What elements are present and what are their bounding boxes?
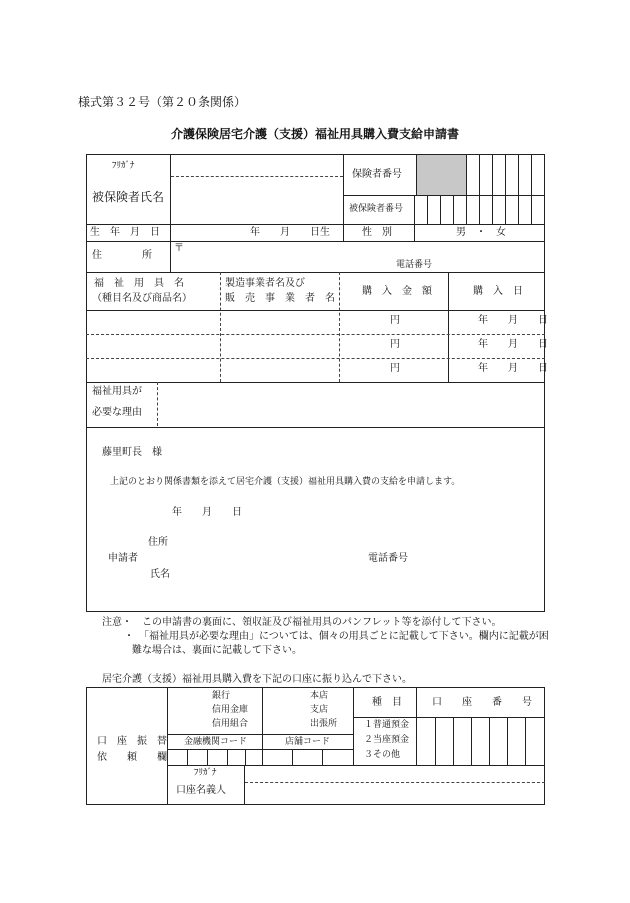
address-label: 住 所 (92, 250, 152, 261)
reason-field[interactable] (159, 384, 542, 424)
row3-maker-field[interactable] (222, 360, 337, 380)
row3-equipment-field[interactable] (88, 360, 218, 380)
bank-label-2: 依 頼 欄 (97, 752, 167, 763)
row2-yen: 円 (390, 339, 400, 350)
holder-furigana-label: ﾌﾘｶﾞﾅ (194, 768, 217, 778)
col-amount: 購 入 金 額 (362, 286, 432, 297)
phone-label: 電話番号 (396, 260, 433, 270)
insured-name-field[interactable] (171, 178, 341, 222)
branch-type-1: 本店 (310, 691, 329, 701)
insurer-number-label: 保険者番号 (352, 169, 402, 180)
applicant-name-field[interactable] (175, 564, 355, 580)
gender-label: 性 別 (362, 227, 392, 238)
row2-date[interactable]: 年 月 日 (478, 339, 548, 350)
branch-type-3: 出張所 (310, 719, 338, 729)
postal-mark: 〒 (174, 243, 184, 254)
bank-label-1: 口 座 振 替 (97, 736, 167, 747)
bank-name-field[interactable] (169, 690, 209, 732)
account-number-label: 口 座 番 号 (432, 697, 532, 708)
insured-number-label: 被保険者番号 (349, 204, 404, 214)
col-date: 購 入 日 (473, 286, 523, 297)
account-type-3[interactable]: ３その他 (364, 750, 401, 760)
row1-yen: 円 (390, 315, 400, 326)
applicant-address-field[interactable] (175, 532, 355, 548)
account-type-1[interactable]: １普通預金 (364, 720, 410, 730)
row3-date[interactable]: 年 月 日 (478, 363, 548, 374)
row2-equipment-field[interactable] (88, 336, 218, 356)
branch-type-2: 支店 (310, 705, 329, 715)
note-2-line1: ・ 「福祉用具が必要な理由」については、個々の用具ごとに記載して下さい。欄内に記載が困 (124, 631, 549, 642)
col-maker-1: 製造事業者名及び (225, 278, 305, 289)
furigana-label: ﾌﾘｶﾞﾅ (112, 161, 135, 171)
reason-label-1: 福祉用具が (92, 386, 142, 397)
col-equipment-1: 福 祉 用 具 名 (94, 278, 184, 289)
form-title: 介護保険居宅介護（支援）福祉用具購入費支給申請書 (170, 127, 459, 141)
bank-type-1: 銀行 (212, 691, 231, 701)
bank-type-3: 信用組合 (212, 719, 249, 729)
declaration-date[interactable]: 年 月 日 (172, 507, 242, 518)
account-number-field[interactable] (418, 719, 543, 763)
applicant-label: 申請者 (108, 553, 138, 564)
bank-intro: 居宅介護（支援）福祉用具購入費を下記の口座に振り込んで下さい。 (102, 674, 412, 685)
row3-amount-field[interactable] (341, 360, 386, 380)
gender-options[interactable]: 男 ・ 女 (456, 227, 506, 238)
note-1: 注意・ この申請書の裏面に、領収証及び福祉用具のパンフレット等を添付して下さい。 (102, 617, 502, 628)
branch-code-label: 店舗コード (285, 737, 331, 747)
bank-code-label: 金融機関コード (184, 737, 248, 747)
row1-maker-field[interactable] (222, 312, 337, 332)
holder-label: 口座名義人 (176, 785, 226, 796)
row1-amount-field[interactable] (341, 312, 386, 332)
insured-name-label: 被保険者氏名 (92, 190, 165, 204)
reason-label-2: 必要な理由 (92, 407, 142, 418)
insurer-number-field[interactable] (467, 157, 543, 193)
branch-name-field[interactable] (264, 690, 308, 732)
row3-yen: 円 (390, 363, 400, 374)
birthdate-label: 生 年 月 日 (90, 227, 160, 238)
form-number: 様式第３２号（第２０条関係） (78, 95, 247, 109)
holder-name-field[interactable] (246, 784, 542, 803)
insurer-number-shaded (416, 155, 466, 195)
col-equipment-2: （種目名及び商品名） (92, 293, 192, 304)
row2-amount-field[interactable] (341, 336, 386, 356)
col-maker-2: 販 売 事 業 者 名 (225, 293, 335, 304)
row2-maker-field[interactable] (222, 336, 337, 356)
birthdate-format[interactable]: 年 月 日生 (250, 227, 330, 238)
applicant-name-label: 氏名 (150, 569, 170, 580)
declaration-statement: 上記のとおり関係書類を添えて居宅介護（支援）福祉用具購入費の支給を申請します。 (110, 477, 461, 487)
bank-type-2: 信用金庫 (212, 705, 249, 715)
addressee: 藤里町長 様 (102, 447, 162, 458)
insured-number-field[interactable] (415, 197, 543, 223)
address-field[interactable] (186, 243, 541, 270)
note-2-line2: 難な場合は、裏面に記載して下さい。 (132, 645, 302, 656)
row1-date[interactable]: 年 月 日 (478, 315, 548, 326)
applicant-address-label: 住所 (148, 537, 168, 548)
row1-equipment-field[interactable] (88, 312, 218, 332)
applicant-phone-label: 電話番号 (368, 553, 408, 564)
account-type-label: 種 目 (372, 697, 402, 708)
holder-furigana-field[interactable] (246, 767, 542, 781)
account-type-2[interactable]: ２当座預金 (364, 735, 410, 745)
